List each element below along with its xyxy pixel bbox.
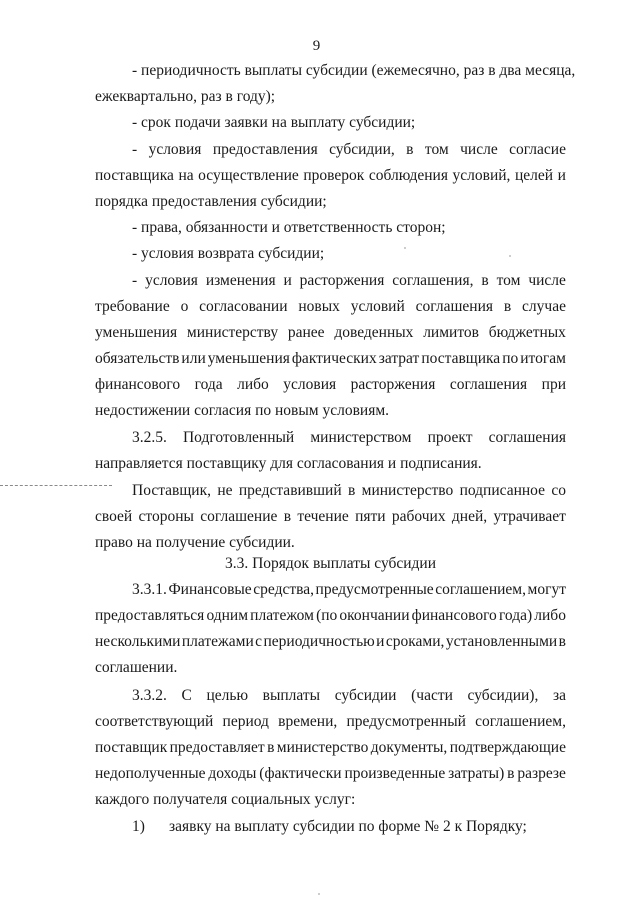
text-line: 3.3. Порядок выплаты субсидии: [224, 555, 437, 572]
word: условий: [350, 298, 405, 315]
word: года: [194, 376, 223, 393]
word: затраты): [448, 765, 505, 782]
word: соглашения,: [392, 272, 474, 289]
word: периодичностью: [263, 633, 375, 650]
word: Финансовые: [168, 581, 252, 598]
text-line: [132, 428, 566, 448]
word: стороны: [138, 508, 194, 525]
word: утрачивает: [493, 508, 566, 525]
word: субсидии),: [467, 687, 539, 704]
word: в: [347, 482, 356, 499]
word: соглашение: [200, 508, 278, 525]
word: -: [132, 141, 138, 158]
word: проект: [427, 429, 473, 446]
word: соглашением,: [435, 581, 526, 598]
text-line: [95, 764, 566, 784]
word: представивший: [238, 482, 342, 499]
word: 3.3.2.: [132, 687, 167, 704]
word: 3.2.5.: [132, 429, 167, 446]
word: требование: [95, 298, 170, 315]
word: согласовании: [199, 298, 288, 315]
text-line: [132, 686, 566, 706]
word: С: [181, 687, 192, 704]
text-line: [95, 712, 566, 732]
word: в: [503, 298, 512, 315]
text-line: [95, 297, 566, 317]
word: несколькими: [95, 633, 181, 650]
word: затрат: [378, 350, 420, 367]
word: года): [498, 607, 533, 624]
word: условия: [145, 272, 198, 289]
text-line: [132, 140, 566, 160]
word: обязательств: [95, 350, 180, 367]
word: финансового: [95, 376, 181, 393]
word: осуществление: [198, 167, 299, 184]
word: с: [255, 633, 263, 650]
word: времени,: [278, 713, 338, 730]
word: доведенных: [334, 324, 414, 341]
word: предусмотренный: [346, 713, 466, 730]
word: в: [406, 141, 414, 158]
word: лимитов: [423, 324, 479, 341]
word: предоставления: [212, 141, 318, 158]
word: либо: [237, 376, 269, 393]
word: недополученные: [95, 765, 206, 782]
word: в: [283, 508, 292, 525]
word: министерством: [310, 429, 412, 446]
word: Подготовленный: [182, 429, 295, 446]
word: числе: [528, 272, 566, 289]
word: одним: [206, 607, 249, 624]
word: в: [481, 272, 489, 289]
word: документы,: [370, 739, 448, 756]
text-line: [95, 323, 566, 343]
word: окончании: [339, 607, 410, 624]
word: расторжения: [299, 272, 385, 289]
text-line: [95, 738, 566, 758]
word: либо: [534, 607, 566, 624]
word: и: [283, 272, 292, 289]
word: подписанное: [459, 482, 545, 499]
word: финансового: [411, 607, 497, 624]
word: изменения: [205, 272, 276, 289]
word: пяти: [355, 508, 386, 525]
word: уменьшения: [207, 350, 290, 367]
text-line: заявку на выплату субсидии по форме № 2 к Порядку;: [169, 818, 527, 835]
word: министерство: [361, 482, 454, 499]
word: итогам: [520, 350, 566, 367]
word: в: [267, 739, 275, 756]
word: о: [180, 298, 189, 315]
word: при: [541, 376, 566, 393]
word: предусмотренные: [315, 581, 434, 598]
word: случае: [522, 298, 566, 315]
text-line: - условия возврата субсидии;: [132, 245, 325, 262]
word: платежом: [250, 607, 314, 624]
word: в: [558, 633, 566, 650]
word: субсидии: [334, 687, 397, 704]
word: на: [178, 167, 194, 184]
text-line: [95, 166, 566, 186]
word: проверок: [303, 167, 365, 184]
page-number: 9: [312, 38, 321, 54]
word: установленными: [445, 633, 558, 650]
word: поставщика: [95, 167, 174, 184]
word: своей: [95, 508, 133, 525]
word: соглашения: [415, 298, 493, 315]
word: бюджетных: [488, 324, 566, 341]
text-line: [95, 632, 566, 652]
word: целей: [514, 167, 554, 184]
word: соблюдения: [368, 167, 448, 184]
scan-dot: [318, 893, 320, 895]
word: предоставляет: [169, 739, 265, 756]
word: могут: [527, 581, 566, 598]
text-line: - периодичность выплаты субсидии (ежемесячно, раз в два месяца,: [132, 62, 576, 79]
word: ранее: [287, 324, 325, 341]
text-line: - срок подачи заявки на выплату субсидии;: [132, 114, 416, 131]
word: рабочих: [391, 508, 446, 525]
text-line: [95, 606, 566, 626]
word: не: [217, 482, 233, 499]
word: (по: [316, 607, 338, 624]
word: (части: [411, 687, 453, 704]
text-line: право на получение субсидии.: [95, 534, 295, 551]
word: или: [181, 350, 206, 367]
word: (фактически: [259, 765, 342, 782]
word: соответствующий: [95, 713, 214, 730]
word: условия: [283, 376, 337, 393]
word: условий,: [452, 167, 511, 184]
word: и: [557, 167, 566, 184]
text-line: каждого получателя социальных услуг:: [95, 791, 356, 808]
word: соглашением,: [475, 713, 566, 730]
text-line: соглашении.: [95, 659, 178, 676]
text-line: [132, 481, 566, 501]
word: разрезе: [517, 765, 566, 782]
word: министерству: [186, 324, 279, 341]
word: субсидии,: [329, 141, 395, 158]
word: уменьшения: [95, 324, 178, 341]
text-line: направляется поставщику для согласования и подписания.: [95, 455, 482, 472]
word: новых: [298, 298, 340, 315]
word: со: [551, 482, 566, 499]
word: соглашения: [449, 376, 528, 393]
word: по: [502, 350, 519, 367]
text-line: порядка предоставления субсидии;: [95, 193, 327, 210]
word: том: [424, 141, 449, 158]
word: за: [552, 687, 566, 704]
word: сроками,: [385, 633, 445, 650]
word: том: [496, 272, 521, 289]
word: средства,: [253, 581, 314, 598]
word: Поставщик,: [132, 482, 212, 499]
word: предоставляться: [95, 607, 205, 624]
word: поставщика: [421, 350, 501, 367]
text-line: [95, 349, 566, 369]
word: -: [132, 272, 138, 289]
word: поставщик: [95, 739, 168, 756]
word: течение: [297, 508, 349, 525]
word: условия: [148, 141, 202, 158]
word: и: [376, 633, 385, 650]
text-line: - права, обязанности и ответственность сторон;: [132, 219, 446, 236]
text-line: [132, 271, 566, 291]
text-line: 1): [132, 818, 145, 835]
word: доходы: [208, 765, 257, 782]
word: дней,: [451, 508, 488, 525]
word: произведенные: [344, 765, 446, 782]
word: согласие: [509, 141, 566, 158]
scan-artifact-mark: [0, 485, 112, 486]
word: числе: [460, 141, 498, 158]
word: выплаты: [262, 687, 321, 704]
text-line: ежеквартально, раз в году);: [95, 88, 276, 105]
text-line: [95, 507, 566, 527]
text-line: недостижении согласия по новым условиям.: [95, 402, 390, 419]
word: 3.3.1.: [132, 581, 167, 598]
text-line: [132, 580, 566, 600]
word: платежами: [181, 633, 254, 650]
word: фактических: [291, 350, 377, 367]
word: в: [507, 765, 515, 782]
word: расторжения: [350, 376, 436, 393]
word: подтверждающие: [449, 739, 566, 756]
word: период: [222, 713, 269, 730]
word: целью: [206, 687, 249, 704]
word: министерство: [276, 739, 369, 756]
text-line: [95, 375, 566, 395]
word: соглашения: [488, 429, 566, 446]
